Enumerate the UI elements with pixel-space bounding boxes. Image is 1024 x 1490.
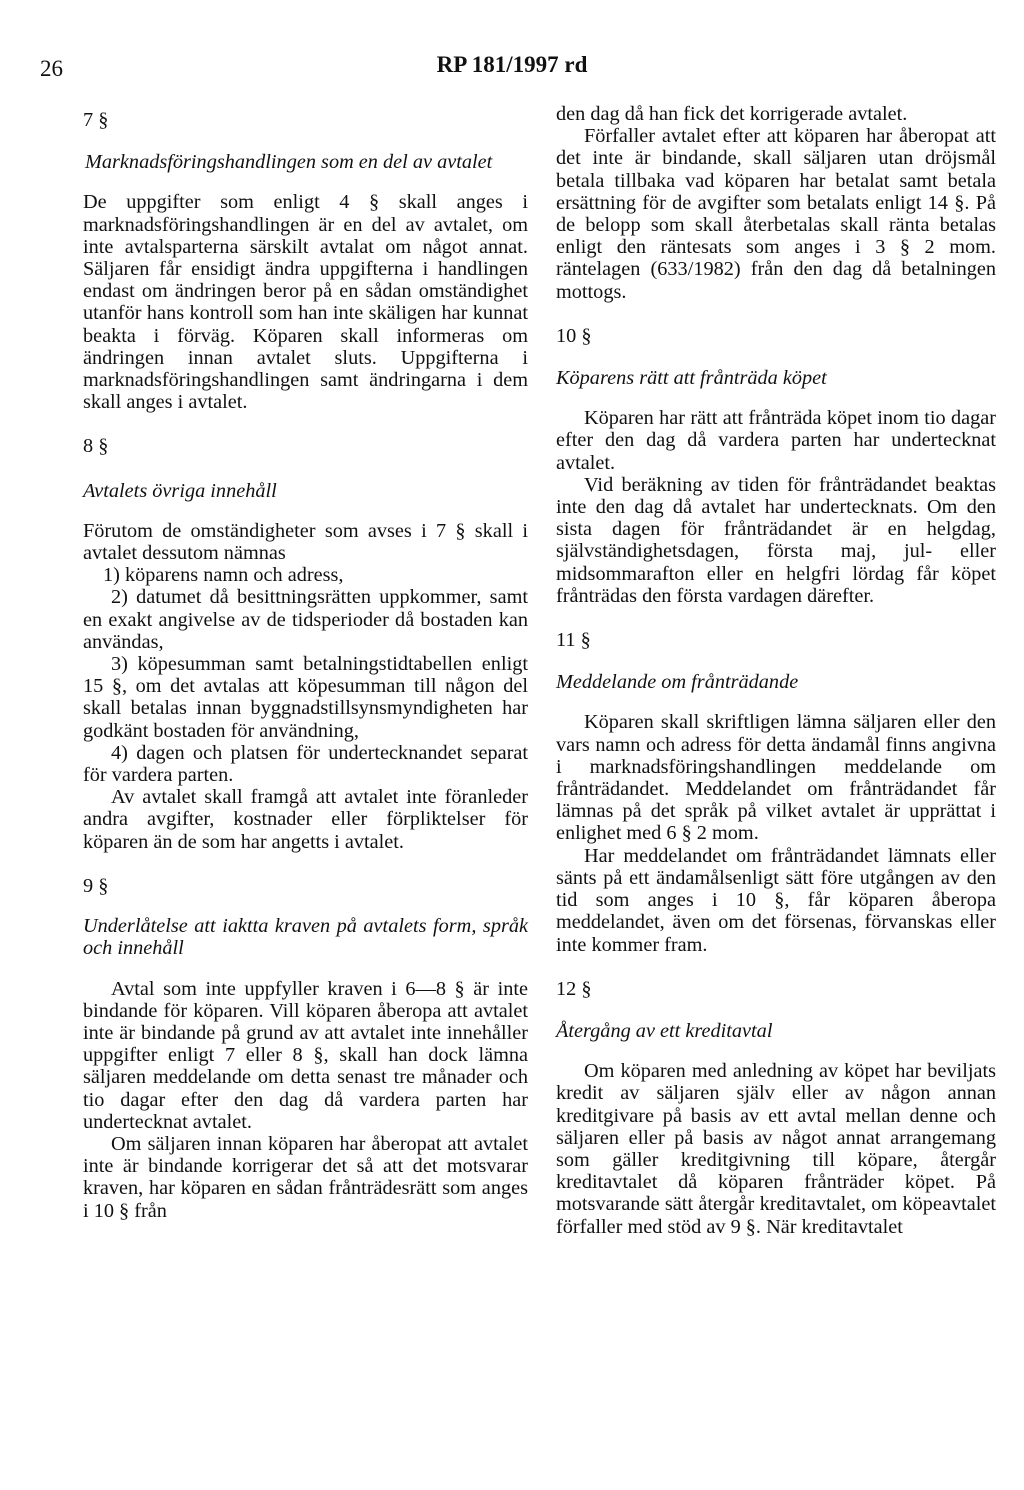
section-9-title: Underlåtelse att iaktta kraven på avtalets form, språk och innehåll [83,915,528,960]
section-10-paragraph-2: Vid beräkning av tiden för frånträdandet beaktas inte den dag då avtalet har undertecknats. Om den sista dagen för frånträdandet är en helgdag, självständighetsdagen, första maj, jul- eller midsommarafton eller en helgfri lördag får köpet frånträdas den första vardagen därefter. [556,473,996,607]
right-column [556,103,996,1238]
section-9-paragraph-2: Om säljaren innan köparen har åberopat att avtalet inte är bindande korrigerar det så att det motsvarar kraven, har köparen en sådan frånträdesrätt som anges i 10 § från [83,1132,528,1222]
section-8-item-4: 4) dagen och platsen för undertecknandet separat för vardera parten. [83,741,528,787]
section-8-paragraph-2: Av avtalet skall framgå att avtalet inte föranleder andra avgifter, kostnader eller förpliktelser för köparen än de som har angetts i avtalet. [83,786,528,853]
section-10-paragraph-1: Köparen har rätt att frånträda köpet inom tio dagar efter den dag då vardera parten har undertecknat avtalet. [556,407,996,474]
section-12-title: Återgång av ett kreditavtal [556,1019,773,1042]
section-11-title: Meddelande om frånträdande [556,671,799,694]
page-number: 26 [40,56,63,81]
section-8-item-2: 2) datumet då besittningsrätten uppkommer, samt en exakt angivelse av de tidsperioder då bostaden kan användas, [83,586,528,653]
left-column [83,103,528,1222]
section-8-number: 8 § [83,435,109,458]
running-header: RP 181/1997 rd [436,52,588,77]
section-8-item-1: 1) köparens namn och adress, [103,564,344,587]
section-10-number: 10 § [556,324,592,347]
section-7-number: 7 § [83,109,109,131]
section-9-paragraph-2-continued: den dag då han fick det korrigerade avtalet. [556,103,908,125]
section-7-title: Marknadsföringshandlingen som en del av avtalet [85,151,493,174]
section-8-intro: Förutom de omständigheter som avses i 7 § skall i avtalet dessutom nämnas [83,519,528,565]
section-7-paragraph: De uppgifter som enligt 4 § skall anges i marknadsföringshandlingen är en del av avtalet, om inte avtalsparterna särskilt avtalat om något annat. Säljaren får ensidigt ändra uppgifterna i handlingen endast om ändringen beror på en sådan omständighet utanför hans kontroll som han inte skäligen har kunnat beakta i förväg. Köparen skall informeras om ändringen innan avtalet sluts. Uppgifterna i marknadsföringshandlingen samt ändringarna i dem skall anges i avtalet. [83,191,528,414]
section-10-title: Köparens rätt att frånträda köpet [556,367,827,390]
section-12-paragraph-1: Om köparen med anledning av köpet har beviljats kredit av säljaren själv eller av någon annan kreditgivare på basis av ett avtal mellan denne och säljaren eller på basis av något annat arrangemang som gäller kreditgivning till köpare, återgår kreditavtalet då köparen frånträder köpet. På motsvarande sätt återgår kreditavtalet, om köpeavtalet förfaller med stöd av 9 §. När kreditavtalet [556,1060,996,1238]
section-11-paragraph-1: Köparen skall skriftligen lämna säljaren eller den vars namn och adress för detta ändamål finns angivna i marknadsföringshandlingen meddelande om frånträdandet. Meddelandet om frånträdandet får lämnas på det språk på vilket avtalet är upprättat i enlighet med 6 § 2 mom. [556,711,996,845]
section-9-paragraph-1: Avtal som inte uppfyller kraven i 6—8 § är inte bindande för köparen. Vill köparen åberopa att avtalet inte är bindande på grund av att avtalet inte innehåller uppgifter enligt 7 eller 8 §, skall han dock lämna säljaren meddelande om detta senast tre månader och tio dagar efter den dag då vardera parten har undertecknat avtalet. [83,977,528,1133]
section-9-number: 9 § [83,874,109,897]
section-11-number: 11 § [556,629,591,652]
section-8-title: Avtalets övriga innehåll [83,479,277,502]
section-12-number: 12 § [556,977,592,1000]
section-9-paragraph-3: Förfaller avtalet efter att köparen har åberopat att det inte är bindande, skall säljaren utan dröjsmål betala tillbaka vad köparen har betalat samt betala ersättning för de avgifter som betalats enligt 14 §. På de belopp som skall återbetalas skall ränta betalas enligt den räntesats som anges i 3 § 2 mom. räntelagen (633/1982) från den dag då betalningen mottogs. [556,125,996,303]
section-8-item-3: 3) köpesumman samt betalningstidtabellen enligt 15 §, om det avtalas att köpesumman till någon del skall betalas innan byggnadstillsynsmyndigheten har godkänt bostaden för användning, [83,653,528,742]
section-11-paragraph-2: Har meddelandet om frånträdandet lämnats eller sänts på ett ändamålsenligt sätt före utgången av den tid som anges i 10 §, får köparen åberopa meddelandet, även om det försenas, förvanskas eller inte kommer fram. [556,844,996,956]
